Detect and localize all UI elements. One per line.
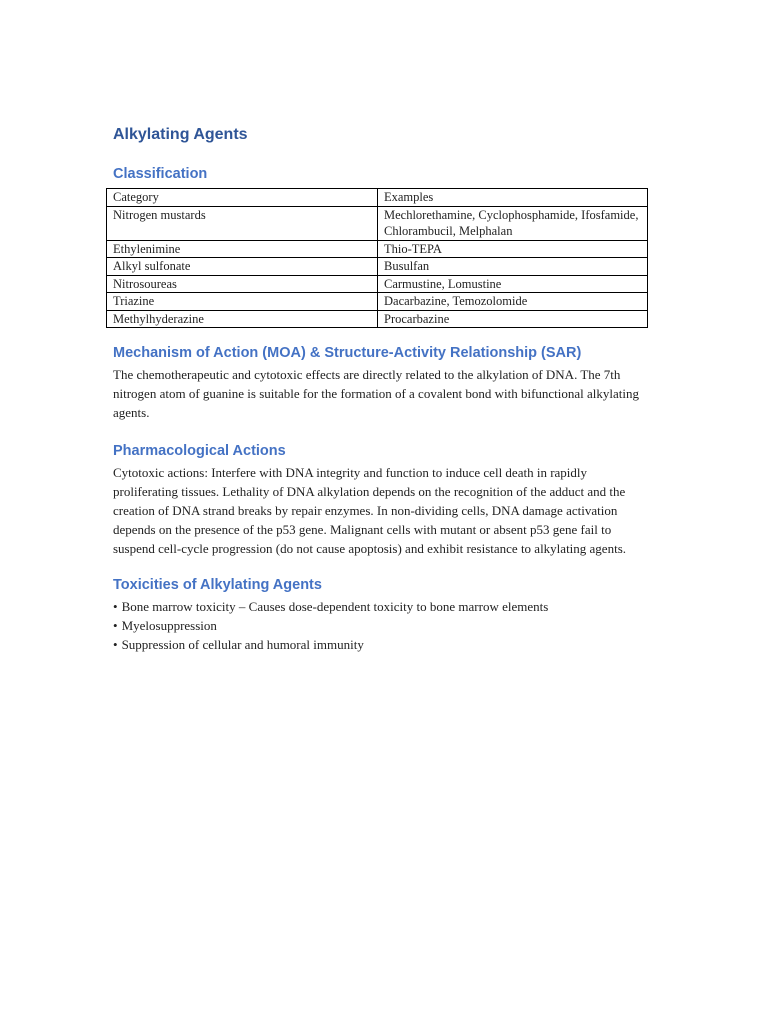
examples-cell: Carmustine, Lomustine xyxy=(378,275,648,293)
examples-cell: Thio-TEPA xyxy=(378,240,648,258)
toxicities-list xyxy=(113,597,653,655)
document-content xyxy=(113,124,653,655)
examples-cell: Busulfan xyxy=(378,258,648,276)
list-item-text: Myelosuppression xyxy=(121,618,217,634)
examples-cell: Mechlorethamine, Cyclophosphamide, Ifosfamide, Chlorambucil, Melphalan xyxy=(378,206,648,240)
table-header-examples: Examples xyxy=(378,189,648,207)
examples-cell: Procarbazine xyxy=(378,310,648,328)
pharmacological-heading: Pharmacological Actions xyxy=(113,442,286,459)
list-item-text: Suppression of cellular and humoral immunity xyxy=(121,637,364,653)
category-cell: Ethylenimine xyxy=(107,240,378,258)
category-cell: Nitrogen mustards xyxy=(107,206,378,240)
category-cell: Triazine xyxy=(107,293,378,311)
table-row xyxy=(107,258,648,276)
list-item xyxy=(113,597,653,616)
toxicities-heading: Toxicities of Alkylating Agents xyxy=(113,576,322,593)
table-header-category: Category xyxy=(107,189,378,207)
table-row xyxy=(107,310,648,328)
list-item-text: Bone marrow toxicity – Causes dose-dependent toxicity to bone marrow elements xyxy=(121,598,549,614)
pharmacological-paragraph: Cytotoxic actions: Interfere with DNA integrity and function to induce cell death in rapidly proliferating tissues. Lethality of DNA alkylation depends on the recognition of the adduct and the creation of DNA strand breaks by repair enzymes. In non-dividing cells, DNA damage activation depends on the presence of the p53 gene. Malignant cells with mutant or absent p53 gene fail to suspend cell-cycle progression (do not cause apoptosis) and exhibit resistance to alkylating agents. xyxy=(113,464,626,557)
table-row xyxy=(107,240,648,258)
examples-cell: Dacarbazine, Temozolomide xyxy=(378,293,648,311)
category-cell: Alkyl sulfonate xyxy=(107,258,378,276)
document-title: Alkylating Agents xyxy=(113,126,248,143)
category-cell: Nitrosoureas xyxy=(107,275,378,293)
list-item xyxy=(113,616,653,635)
table-row xyxy=(107,293,648,311)
bullet-icon: • xyxy=(113,637,118,653)
moa-heading: Mechanism of Action (MOA) & Structure-Activity Relationship (SAR) xyxy=(113,345,582,361)
bullet-icon: • xyxy=(113,598,118,614)
classification-table xyxy=(106,188,648,328)
table-row xyxy=(107,206,648,240)
classification-heading: Classification xyxy=(113,166,208,182)
table-header-row xyxy=(107,189,648,207)
moa-paragraph: The chemotherapeutic and cytotoxic effects are directly related to the alkylation of DNA. The 7th nitrogen atom of guanine is suitable for the formation of a covalent bond with bifunctional alkylating agents. xyxy=(113,367,640,421)
list-item xyxy=(113,635,653,654)
category-cell: Methylhyderazine xyxy=(107,310,378,328)
bullet-icon: • xyxy=(113,618,118,634)
table-row xyxy=(107,275,648,293)
